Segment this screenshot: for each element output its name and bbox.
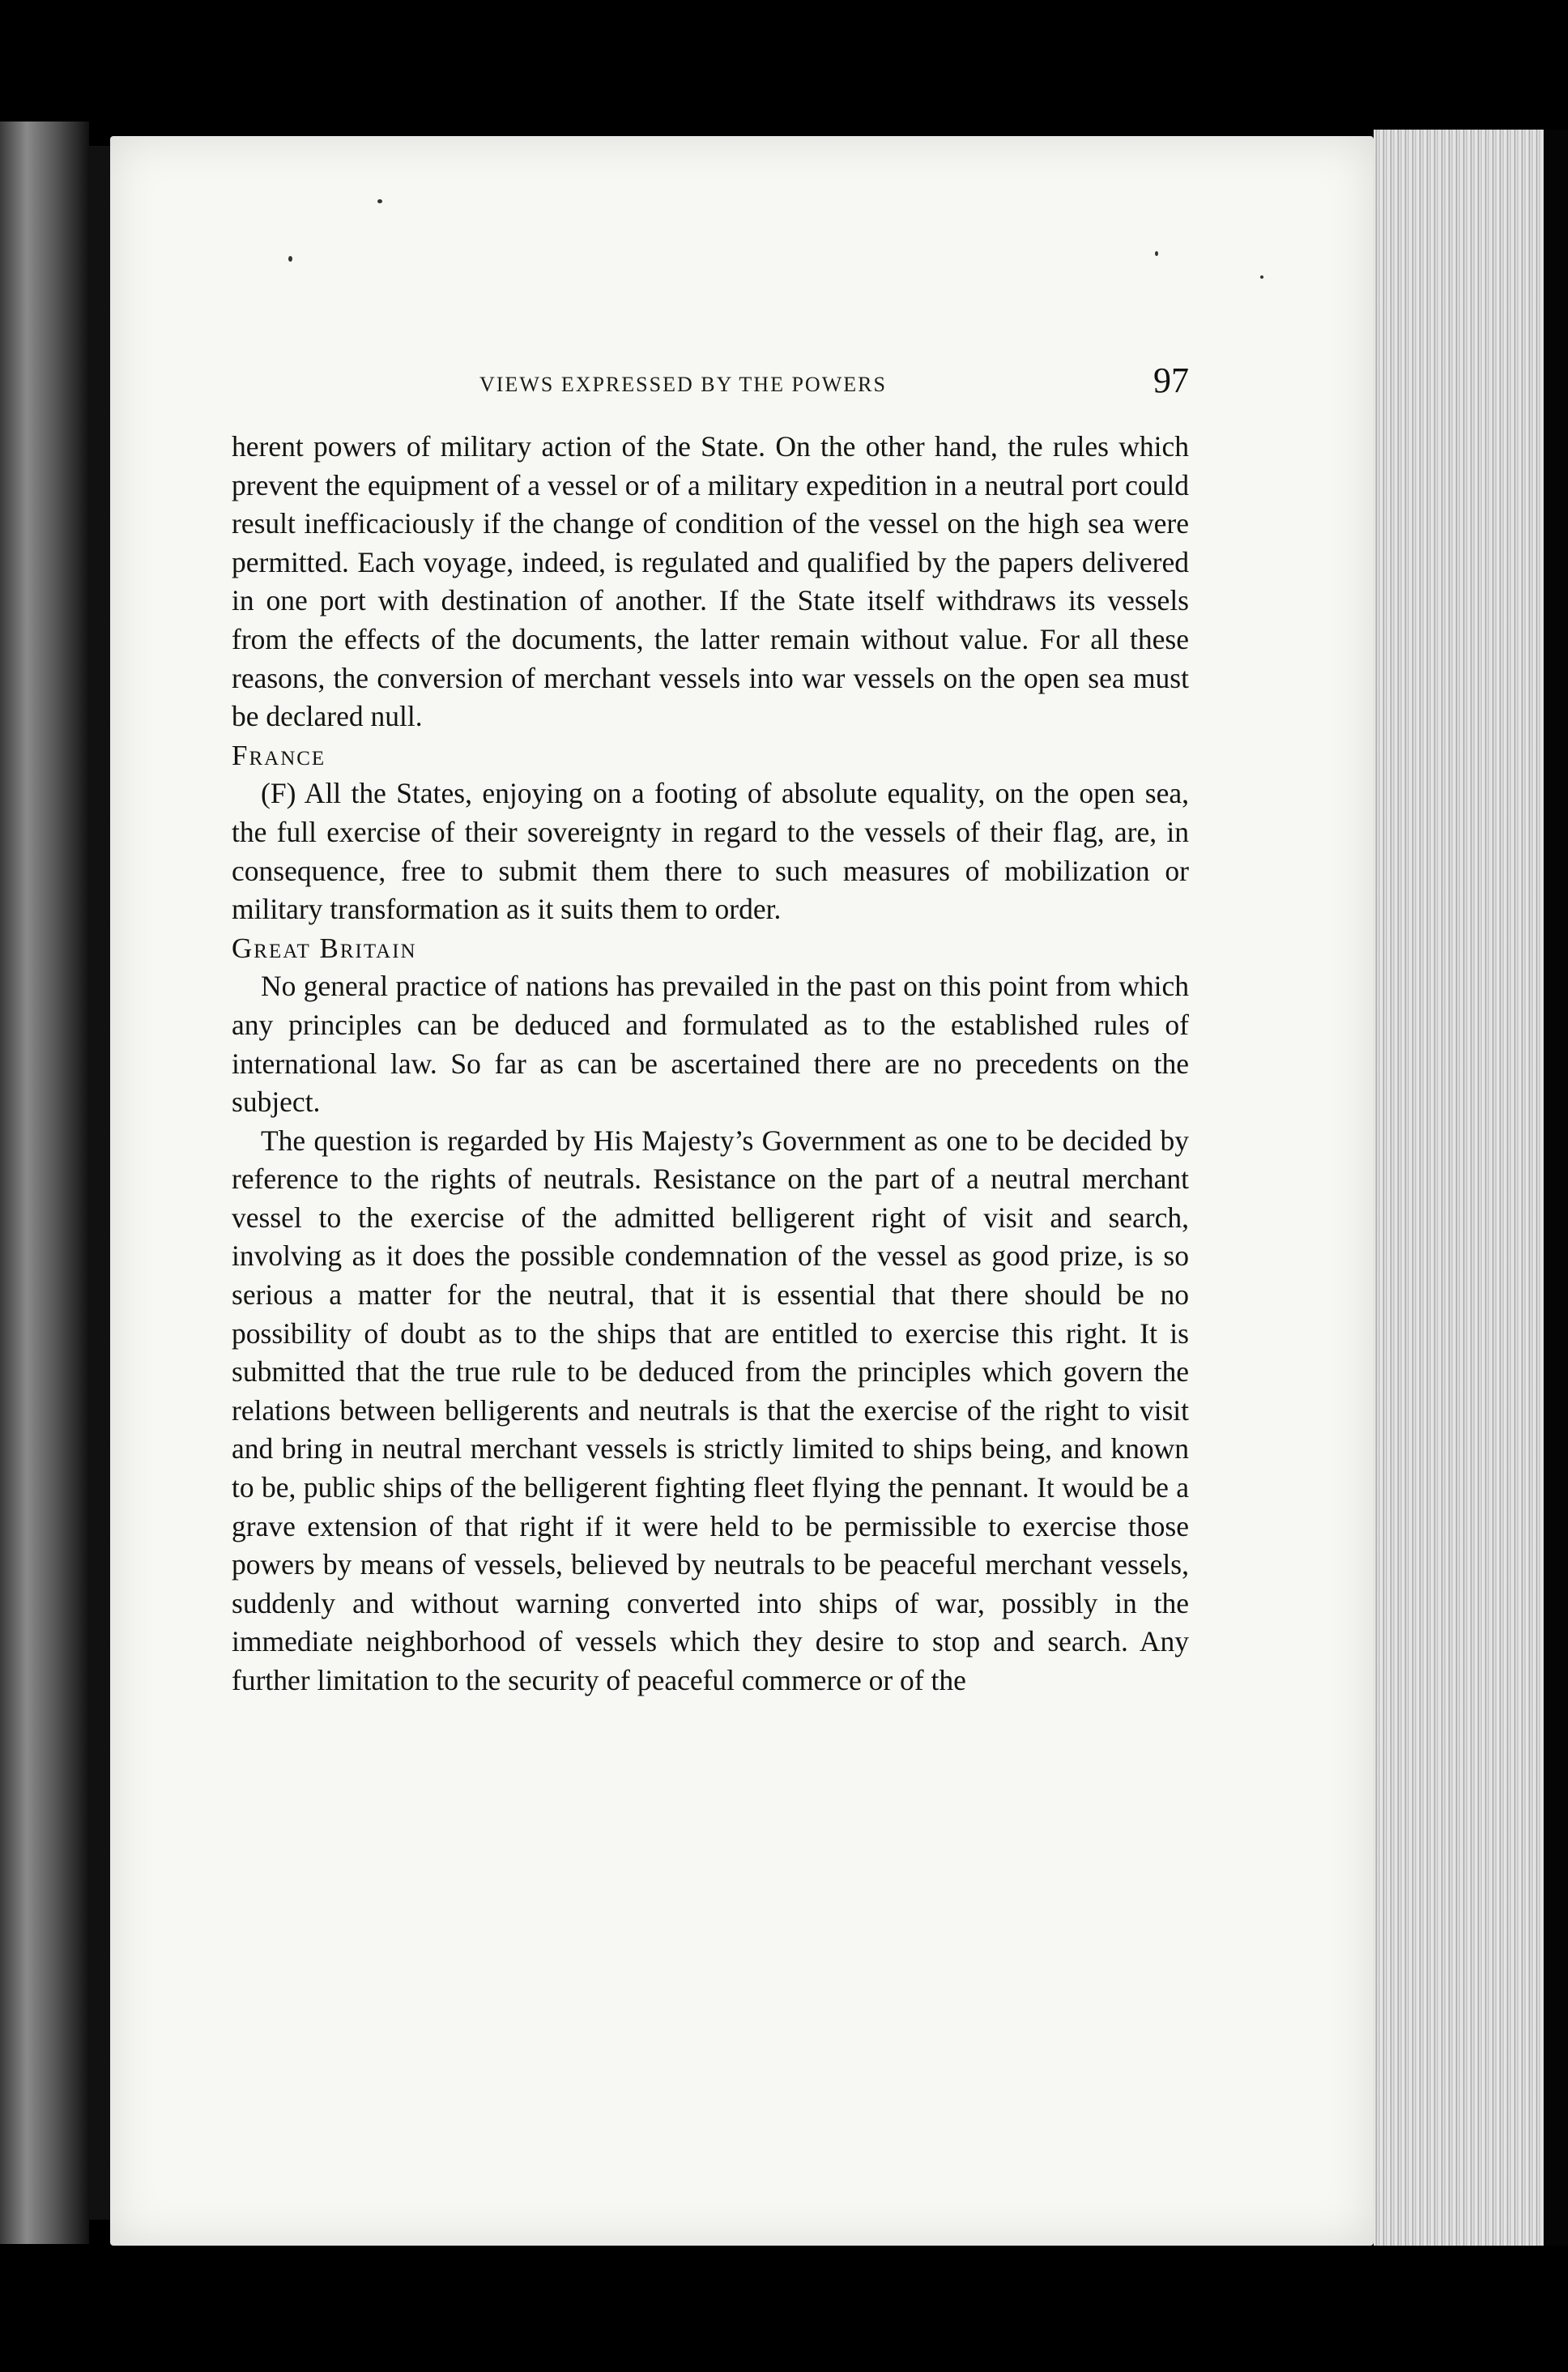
paragraph-great-britain-1: No general practice of nations has prevailed in the past on this point from which any principles can be deduced and formulated as to the established rules of international law. So far as can be ascertained there are no precedents on the subject. (232, 970, 1189, 1119)
scan-border (1544, 130, 1568, 2246)
paragraph-continuation: herent powers of military action of the State. On the other hand, the rules which prevent the equipment of a vessel or of a military expedition in a neutral port could result inefficaciously if the change of condition of the vessel on the high sea were permitted. Each voyage, indeed, is regulated and qualified by the papers delivered in one port with destination of another. If the State itself withdraws its vessels from the effects of the documents, the latter remain without value. For all these reasons, the conversion of merchant vessels into war vessels on the open sea must be declared null. (232, 430, 1189, 733)
body-text (232, 428, 1189, 1700)
section-heading-great-britain: Great Britain (232, 932, 417, 964)
speck-mark (1155, 251, 1158, 256)
book-page-edges (1374, 130, 1544, 2246)
paragraph-great-britain-2: The question is regarded by His Majesty’s Government as one to be decided by reference to the rights of neutrals. Resistance on the part of a neutral merchant vessel to the exercise of the admitted belligerent right of visit and search, involving as it does the possible condemnation of the vessel as good prize, is so serious a matter for the neutral, that it is essential that there should be no possibility of doubt as to the ships that are entitled to exercise this right. It is submitted that the true rule to be deduced from the principles which govern the relations between belligerents and neutrals is that the exercise of the right to visit and bring in neutral merchant vessels is strictly limited to ships being, and known to be, public ships of the belligerent fighting fleet flying the pennant. It would be a grave extension of that right if it were held to be permissible to exercise those powers by means of vessels, believed by neutrals to be peaceful merchant vessels, suddenly and without warning converted into ships of war, possibly in the immediate neighborhood of vessels which they desire to stop and search. Any further limitation to the security of peaceful commerce or of the (232, 1124, 1189, 1696)
speck-mark (377, 199, 382, 203)
speck-mark (288, 256, 292, 262)
book-spine (89, 146, 110, 2220)
book-left-edge (0, 122, 89, 2244)
section-heading-france: France (232, 739, 326, 771)
page-header (232, 360, 1189, 412)
paragraph-france: (F) All the States, enjoying on a footing of absolute equality, on the open sea, the full exercise of their sovereignty in regard to the vessels of their flag, are, in consequence, free to submit them there to such measures of mobilization or military transformation as it suits them to order. (232, 777, 1189, 926)
running-title: VIEWS EXPRESSED BY THE POWERS (479, 373, 887, 396)
speck-mark (1260, 275, 1263, 279)
page-number: 97 (1153, 360, 1189, 400)
